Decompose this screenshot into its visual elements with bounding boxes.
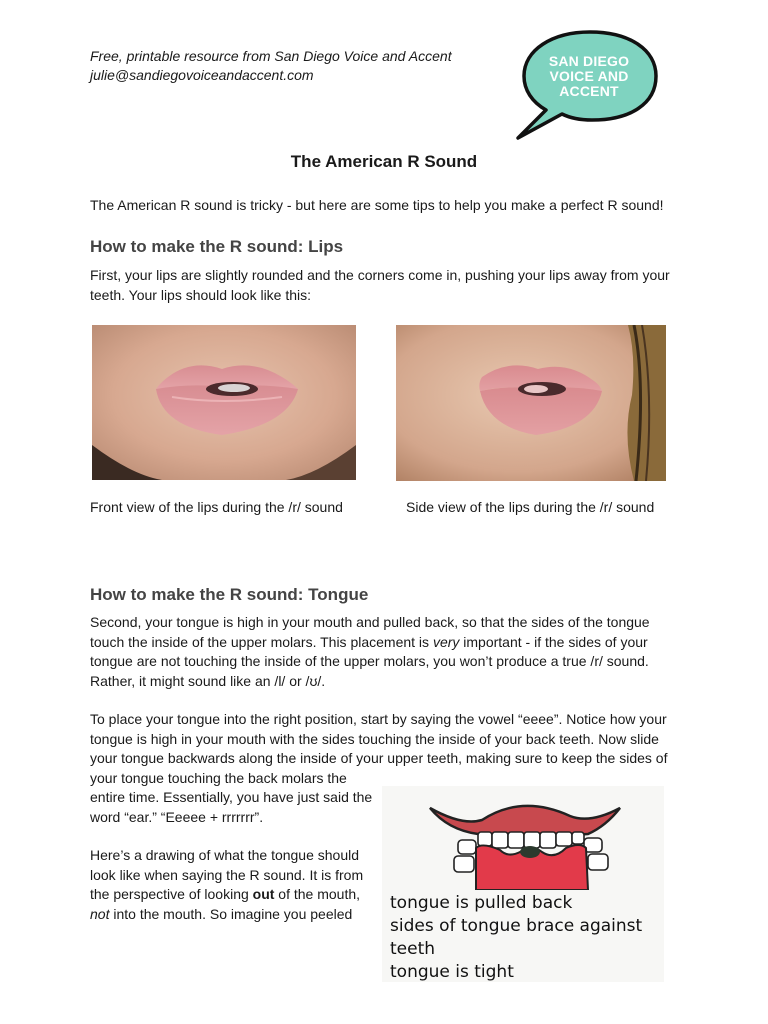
drawing-label: tongue is pulled back (390, 893, 573, 913)
tongue-drawing (382, 786, 664, 890)
drawing-label: sides of tongue brace against teeth (390, 916, 643, 959)
text-line: Here’s a drawing of what the tongue should (90, 847, 360, 863)
page-title: The American R Sound (290, 152, 478, 171)
logo-line: SAN DIEGO (548, 53, 630, 69)
text-span: the perspective of looking (90, 886, 253, 902)
text-line: To place your tongue into the right position, start by saying the vowel “eeee”. Notice how your (90, 711, 667, 727)
tongue-paragraph-1 (90, 613, 670, 691)
tongue-heading: How to make the R sound: Tongue (90, 585, 369, 604)
text-span: important - if the sides of your (459, 633, 648, 650)
contact-email: julie@sandiegovoiceandaccent.com (90, 67, 314, 83)
text-line (90, 633, 670, 653)
emphasis-text: not (90, 905, 110, 922)
logo-line: ACCENT (559, 83, 619, 99)
text-line (90, 885, 380, 905)
text-line: your tongue touching the back molars the (90, 769, 347, 786)
logo-line: VOICE AND (549, 68, 629, 84)
intro-text: The American R sound is tricky - but here are some tips to help you make a perfect R sound! (90, 197, 664, 213)
side-view-caption: Side view of the lips during the /r/ sound (406, 499, 655, 515)
text-line (90, 905, 380, 925)
text-line: entire time. Essentially, you have just said the (90, 789, 373, 805)
text-span: touch the inside of the upper molars. This placement is (90, 633, 433, 650)
front-lips-photo (92, 325, 356, 480)
front-view-caption: Front view of the lips during the /r/ sound (90, 499, 343, 515)
tongue-paragraph-3 (90, 846, 380, 924)
lips-heading: How to make the R sound: Lips (90, 237, 344, 256)
emphasis-text: very (432, 633, 460, 650)
credit-line: Free, printable resource from San Diego Voice and Accent (90, 48, 452, 64)
text-line: look like when saying the R sound. It is from (90, 866, 364, 883)
text-span: of the mouth, (274, 886, 361, 902)
text-line: tongue is high in your mouth with the sides touching the inside of your back teeth. Now slide (90, 730, 659, 747)
text-line: teeth. Your lips should look like this: (90, 286, 312, 303)
tongue-drawing-panel (382, 786, 664, 982)
bold-text: out (252, 886, 275, 902)
drawing-label-list (390, 892, 664, 984)
text-line: tongue are not touching the inside of the upper molars, you won’t produce a true /r/ sound. (90, 653, 649, 669)
text-line: Second, your tongue is high in your mouth and pulled back, so that the sides of the tongue (90, 614, 650, 630)
text-span: into the mouth. So imagine you peeled (109, 905, 353, 922)
logo-text (530, 54, 648, 99)
drawing-label: tongue is tight (390, 962, 514, 982)
text-line: First, your lips are slightly rounded and the corners come in, pushing your lips away from your (90, 267, 670, 283)
text-line: word “ear.” “Eeeee + rrrrrrr”. (90, 808, 264, 825)
text-line: your tongue backwards along the inside of your upper teeth, making sure to keep the sides of (90, 750, 668, 766)
lips-paragraph (90, 266, 670, 305)
side-lips-photo (396, 325, 666, 481)
resource-credit (90, 47, 452, 85)
text-line: Rather, it might sound like an /l/ or /ʊ/. (90, 672, 326, 689)
